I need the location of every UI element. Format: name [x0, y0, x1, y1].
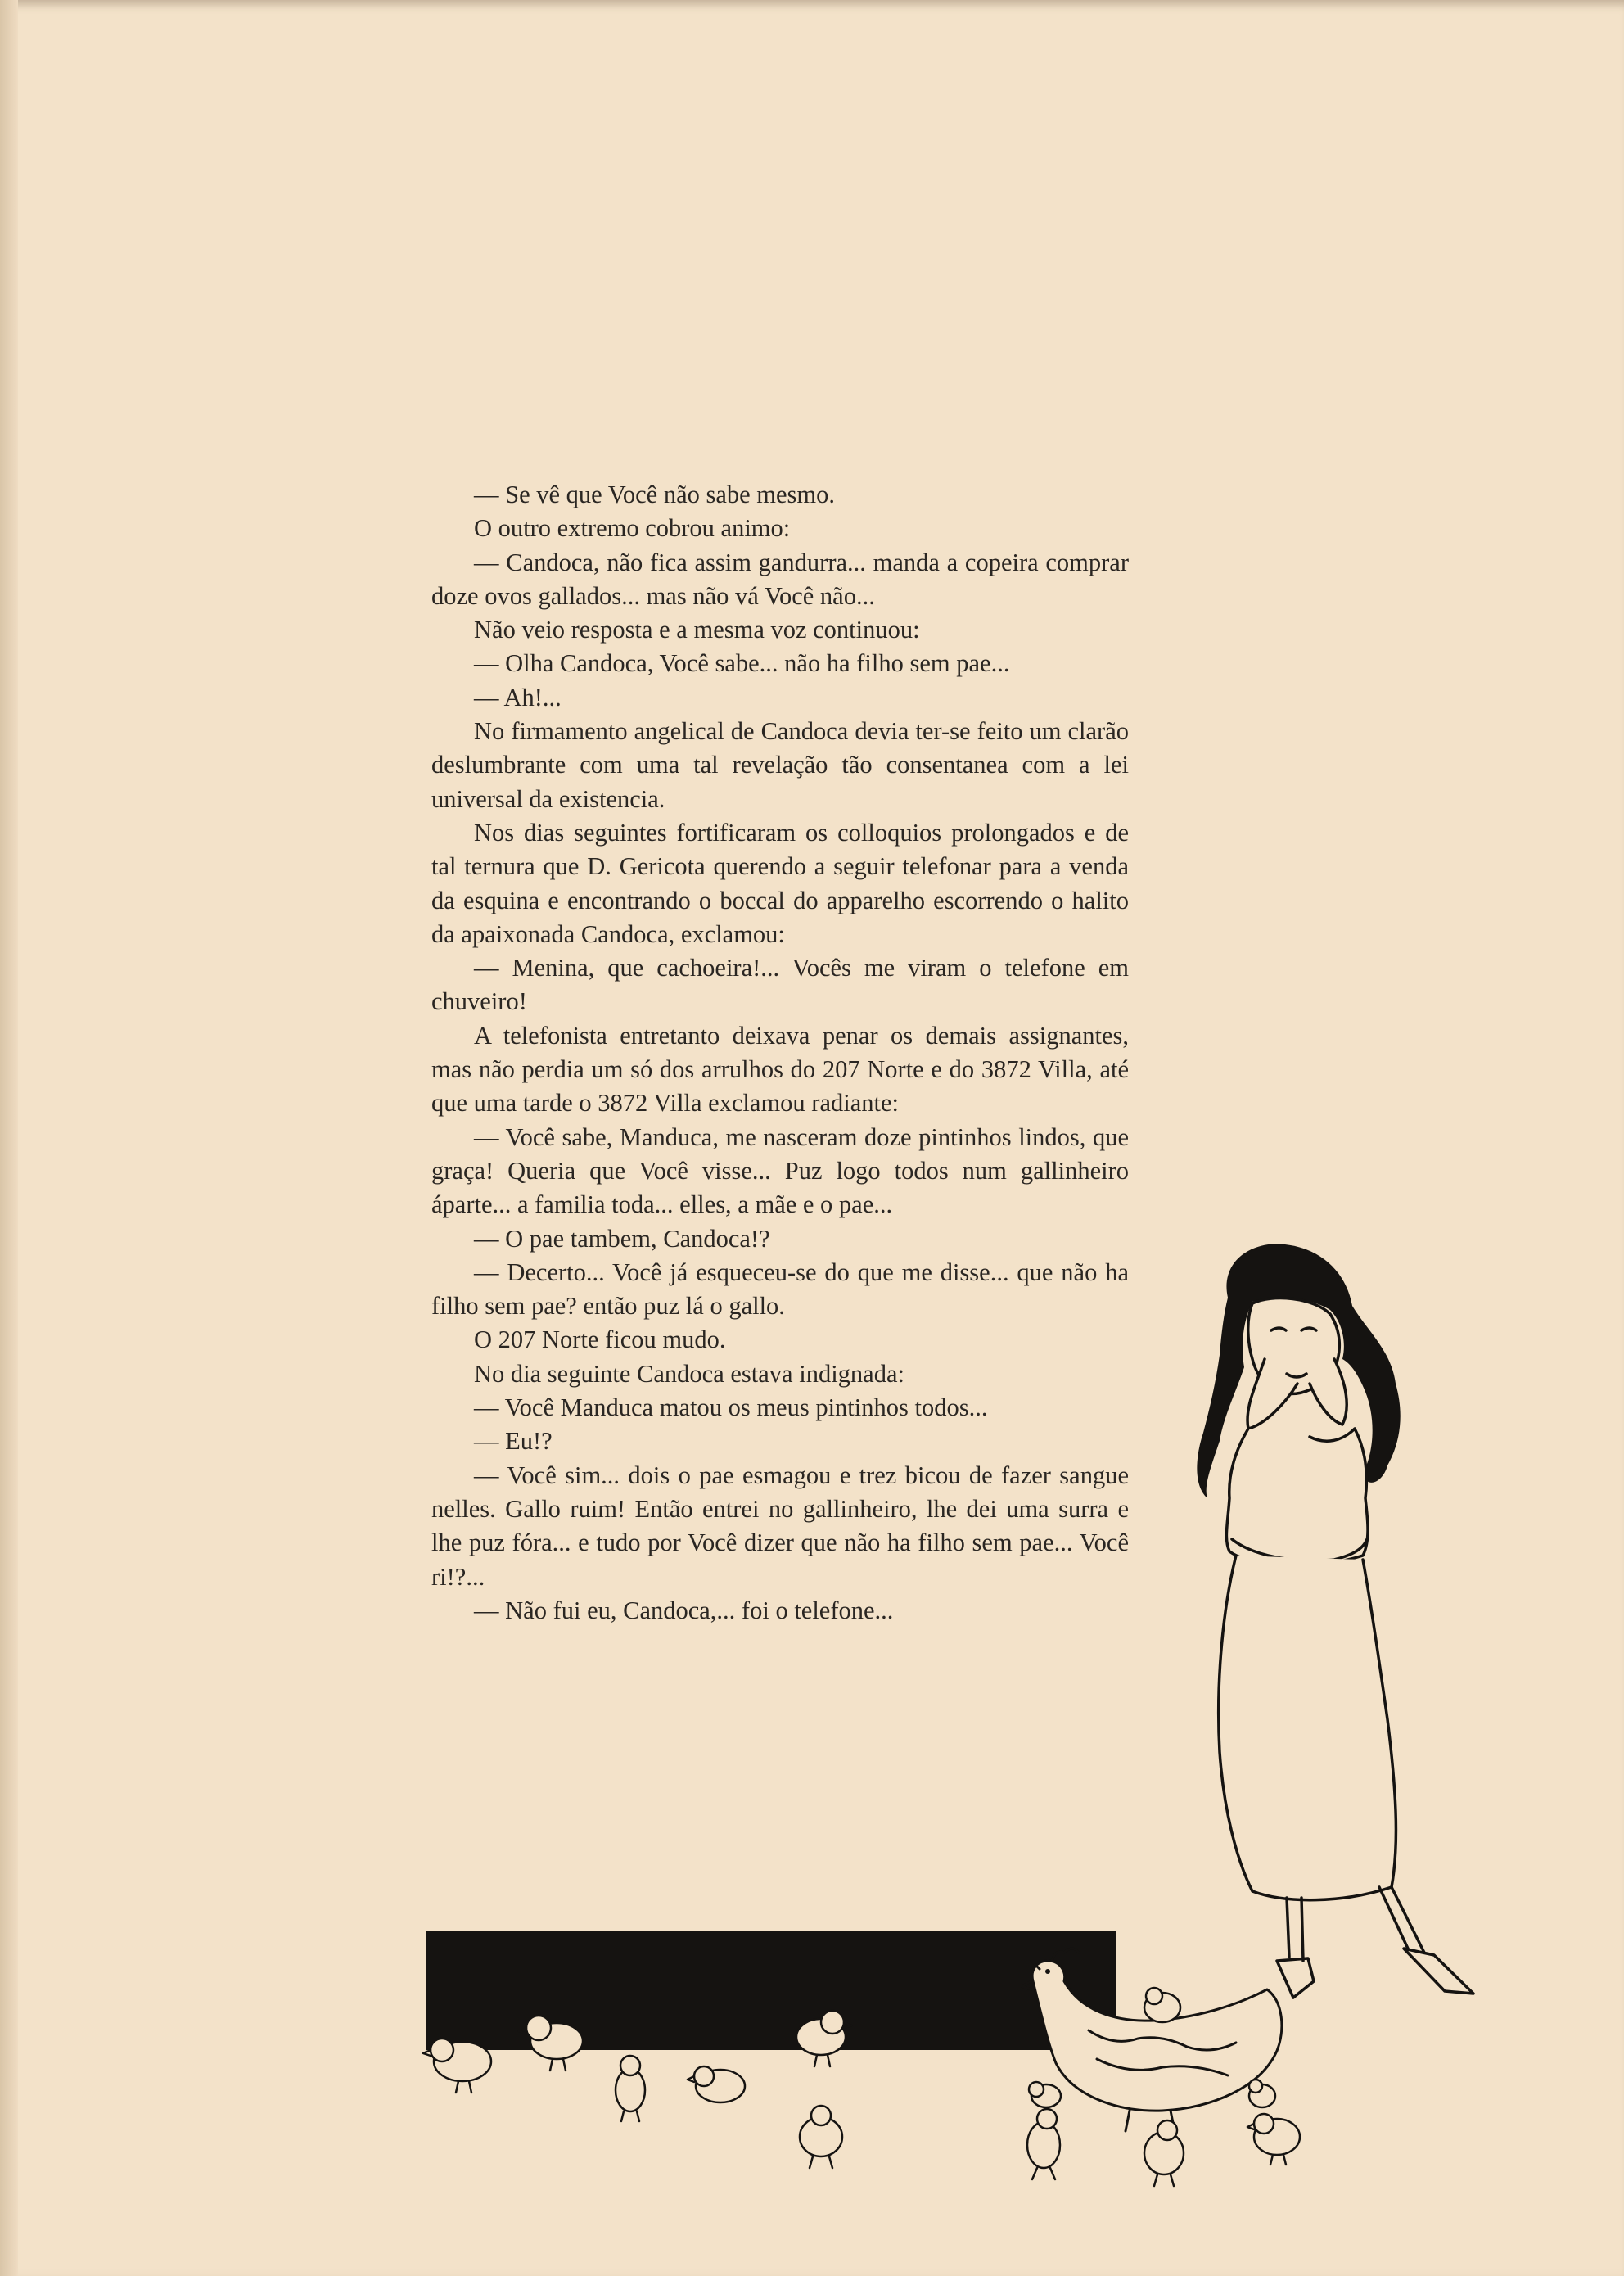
paragraph: — Você sim... dois o pae esmagou e trez bicou de fazer sangue nelles. Gallo ruim! Então entrei no gallinheiro, lhe dei uma surra e lhe puz fóra... e tudo por Você dizer que não ha filho sem pae... Você ri!?... — [431, 1461, 1129, 1591]
paragraph: — Você sabe, Manduca, me nasceram doze pintinhos lindos, que graça! Queria que Você visse... Puz logo todos num gallinheiro áparte... a familia toda... elles, a mãe e o pae... — [431, 1122, 1129, 1219]
woman-blouse — [1226, 1429, 1368, 1566]
chick — [800, 2106, 842, 2168]
paragraph: No firmamento angelical de Candoca devia ter-se feito um clarão deslumbrante com uma tal revelação tão consentanea com a lei universal da existencia. — [431, 717, 1129, 813]
paragraph: Não veio resposta e a mesma voz continuou: — [474, 616, 920, 644]
hen — [1022, 1949, 1282, 2131]
paragraph: A telefonista entretanto deixava penar os demais assignantes, mas não perdia um só dos arrulhos do 207 Norte e do 3872 Villa, até que uma tarde o 3872 Villa exclamou radiante: — [431, 1021, 1129, 1118]
paragraph: O outro extremo cobrou animo: — [474, 514, 791, 543]
paragraph: — Olha Candoca, Você sabe... não ha filho sem pae... — [474, 649, 1010, 678]
paragraph: — Candoca, não fica assim gandurra... manda a copeira comprar doze ovos gallados... mas não vá Você não... — [431, 548, 1129, 610]
chick — [1249, 2080, 1275, 2107]
paragraph: — Eu!? — [474, 1427, 553, 1456]
paragraph: No dia seguinte Candoca estava indignada: — [474, 1359, 904, 1388]
chick — [616, 2056, 645, 2121]
paragraph: O 207 Norte ficou mudo. — [474, 1325, 726, 1354]
woman-figure — [1197, 1244, 1473, 1998]
paragraph: — O pae tambem, Candoca!? — [474, 1224, 770, 1253]
paragraph: — Decerto... Você já esqueceu-se do que me disse... que não ha filho sem pae? então puz lá o gallo. — [431, 1258, 1129, 1321]
chick — [688, 2066, 745, 2102]
chick — [1027, 2109, 1060, 2179]
woman-skirt — [1219, 1556, 1396, 1900]
woman-shoes — [1277, 1949, 1473, 1998]
chick — [1144, 1988, 1180, 2022]
chick — [1144, 2120, 1184, 2186]
chick — [1247, 2114, 1300, 2165]
paragraph: — Se vê que Você não sabe mesmo. — [474, 481, 836, 508]
paragraph: — Menina, que cachoeira!... Vocês me viram o telefone em chuveiro! — [431, 954, 1129, 1016]
paragraph: — Ah!... — [474, 683, 562, 711]
paragraph: — Não fui eu, Candoca,... foi o telefone... — [474, 1596, 894, 1624]
paragraph: — Você Manduca matou os meus pintinhos todos... — [474, 1393, 988, 1422]
chick — [1029, 2082, 1061, 2107]
chick — [423, 2039, 491, 2093]
paragraph: Nos dias seguintes fortificaram os colloquios prolongados e de tal ternura que D. Gericota querendo a seguir telefonar para a venda da esquina e encontrando o boccal do apparelho escorrendo o halito da apaixonada Candoca, exclamou: — [431, 818, 1129, 948]
